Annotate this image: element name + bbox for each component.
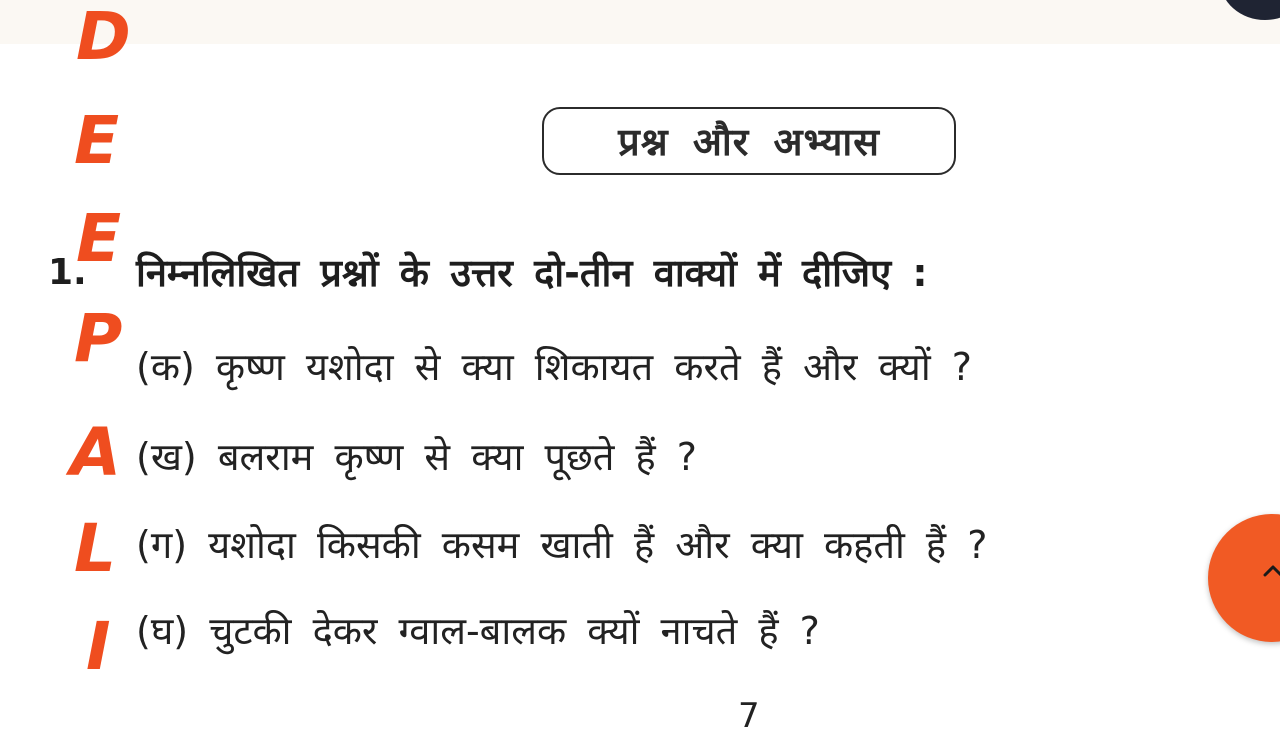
sub-question-ka: (क) कृष्ण यशोदा से क्या शिकायत करते हैं और क्यों ? [136, 345, 972, 389]
watermark-letter: D [76, 0, 131, 75]
watermark [62, 0, 142, 720]
watermark-letter: L [74, 510, 117, 587]
question-heading: निम्नलिखित प्रश्नों के उत्तर दो-तीन वाक्यों में दीजिए : [136, 251, 928, 295]
watermark-letter: P [74, 300, 123, 377]
section-title-box [542, 107, 956, 175]
watermark-letter: E [74, 102, 120, 179]
watermark-letter: I [86, 608, 111, 685]
section-title: प्रश्न और अभ्यास [618, 120, 880, 164]
scroll-up-button[interactable] [1208, 514, 1280, 642]
sub-question-gha: (घ) चुटकी देकर ग्वाल-बालक क्यों नाचते हैं ? [136, 609, 820, 653]
sub-question-ga: (ग) यशोदा किसकी कसम खाती हैं और क्या कहती हैं ? [136, 523, 988, 567]
page-number: 7 [738, 696, 760, 736]
chevron-up-icon [1262, 560, 1280, 582]
question-number: 1. [48, 252, 87, 293]
watermark-letter: E [76, 200, 122, 277]
sub-question-kha: (ख) बलराम कृष्ण से क्या पूछते हैं ? [136, 435, 697, 479]
top-band [0, 0, 1280, 44]
watermark-letter: A [70, 414, 122, 491]
